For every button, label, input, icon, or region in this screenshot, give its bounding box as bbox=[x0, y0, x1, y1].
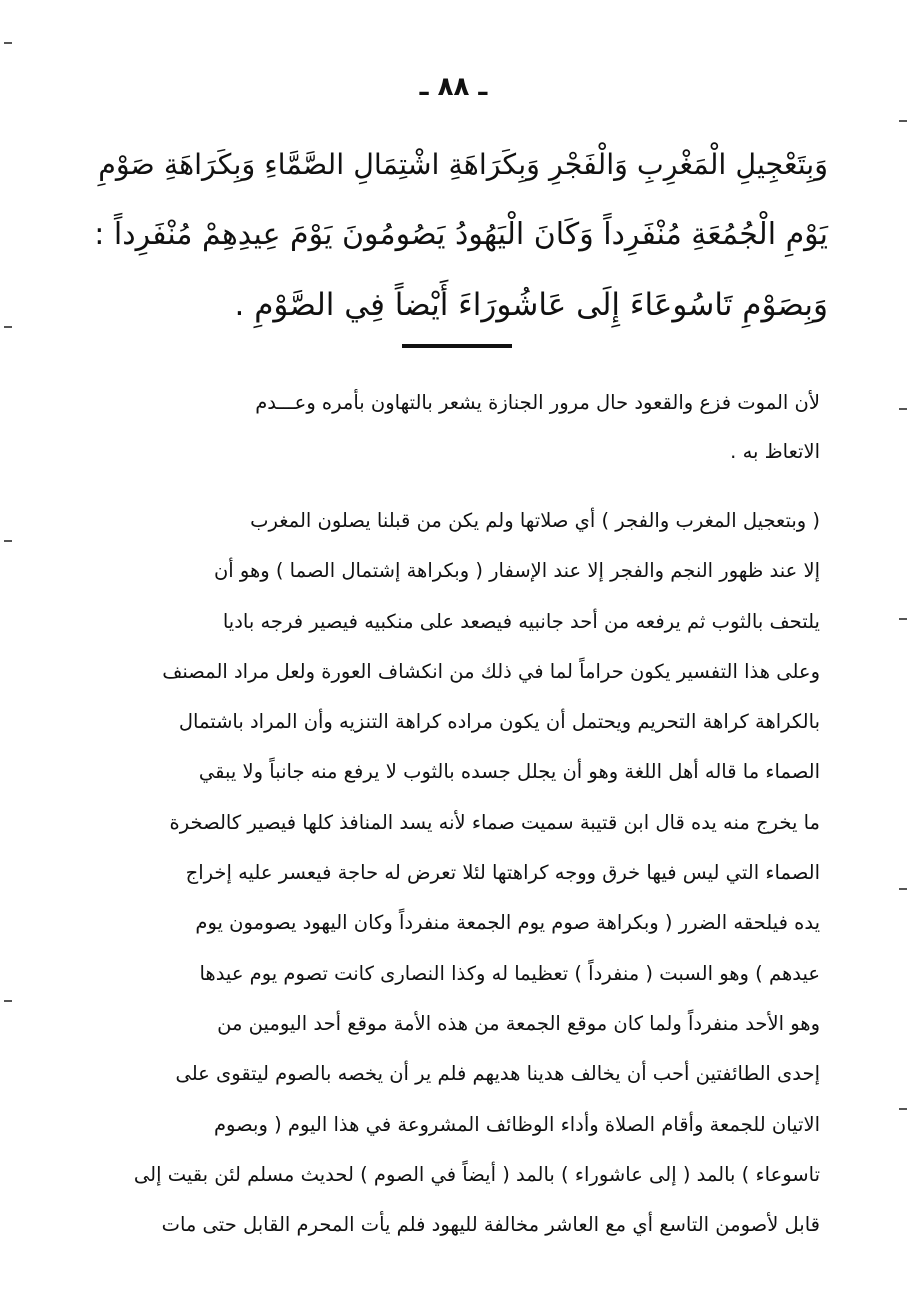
commentary-line: تاسوعاء ) بالمد ( إلى عاشوراء ) بالمد ( أيضاً في الصوم ) لحديث مسلم لئن بقيت إلى bbox=[133, 1162, 820, 1186]
commentary-paragraph-2 bbox=[90, 496, 820, 1250]
commentary-line: الاتعاظ به . bbox=[730, 440, 820, 463]
commentary-line: يلتحف بالثوب ثم يرفعه من أحد جانبيه فيصعد على منكبيه فيصير فرجه باديا bbox=[222, 609, 820, 633]
scan-margin-mark bbox=[899, 888, 907, 890]
commentary-paragraph-1 bbox=[90, 378, 820, 476]
commentary-line: عيدهم ) وهو السبت ( منفرداً ) تعظيما له وكذا النصارى كانت تصوم يوم عيدها bbox=[199, 961, 820, 985]
main-text-line: يَوْمِ الْجُمُعَةِ مُنْفَرِداً وَكَانَ الْيَهُودُ يَصُومُونَ يَوْمَ عِيدِهِمْ مُنْفَرِداً : bbox=[94, 217, 828, 252]
commentary-line: وعلى هذا التفسير يكون حراماً لما في ذلك من انكشاف العورة ولعل مراد المصنف bbox=[162, 659, 820, 683]
commentary-line: لأن الموت فزع والقعود حال مرور الجنازة يشعر بالتهاون بأمره وعـــدم bbox=[255, 391, 820, 414]
scan-margin-mark bbox=[4, 326, 12, 328]
commentary-line: ما يخرج منه يده قال ابن قتيبة سميت صماء لأنه يسد المنافذ كلها فيصير كالصخرة bbox=[169, 810, 820, 834]
main-text-line: وَبِصَوْمِ تَاسُوعَاءَ إِلَى عَاشُورَاءَ أَيْضاً فِي الصَّوْمِ . bbox=[234, 287, 828, 323]
scan-margin-mark bbox=[899, 618, 907, 620]
commentary-line: يده فيلحقه الضرر ( وبكراهة صوم يوم الجمعة منفرداً وكان اليهود يصومون يوم bbox=[195, 911, 820, 935]
commentary-line: إلا عند ظهور النجم والفجر إلا عند الإسفار ( وبكراهة إشتمال الصما ) وهو أن bbox=[213, 559, 820, 583]
commentary-line: إحدى الطائفتين أحب أن يخالف هدينا هديهم فلم ير أن يخصه بالصوم ليتقوى على bbox=[175, 1062, 820, 1086]
scan-margin-mark bbox=[899, 408, 907, 410]
commentary-line: وهو الأحد منفرداً ولما كان موقع الجمعة من هذه الأمة موقع أحد اليومين من bbox=[217, 1011, 820, 1035]
commentary-line: قابل لأصومن التاسع أي مع العاشر مخالفة لليهود فلم يأت المحرم القابل حتى مات bbox=[161, 1213, 820, 1237]
commentary-line: الصماء ما قاله أهل اللغة وهو أن يجلل جسده بالثوب لا يرفع منه جانباً ولا يبقي bbox=[198, 760, 820, 784]
commentary-line: ( وبتعجيل المغرب والفجر ) أي صلاتها ولم يكن من قبلنا يصلون المغرب bbox=[250, 509, 820, 532]
page-number: ـ ٨٨ ـ bbox=[419, 72, 488, 102]
scan-margin-mark bbox=[899, 120, 907, 122]
main-text-line: وَبِتَعْجِيلِ الْمَغْرِبِ وَالْفَجْرِ وَبِكَرَاهَةِ اشْتِمَالِ الصَّمَّاءِ وَبِكَرَاهَةِ صَوْمِ bbox=[98, 148, 828, 181]
commentary-line: الصماء التي ليس فيها خرق ووجه كراهتها لئلا تعرض له حاجة فيعسر عليه إخراج bbox=[185, 861, 820, 885]
scan-margin-mark bbox=[4, 1000, 12, 1002]
commentary-line: بالكراهة كراهة التحريم ويحتمل أن يكون مراده كراهة التنزيه وأن المراد باشتمال bbox=[178, 710, 820, 734]
separator-rule bbox=[402, 344, 512, 348]
scan-margin-mark bbox=[4, 540, 12, 542]
main-text-block bbox=[88, 130, 828, 340]
commentary-line: الاتيان للجمعة وأقام الصلاة وأداء الوظائف المشروعة في هذا اليوم ( وبصوم bbox=[213, 1112, 820, 1136]
scan-margin-mark bbox=[4, 42, 12, 44]
scan-margin-mark bbox=[899, 1108, 907, 1110]
